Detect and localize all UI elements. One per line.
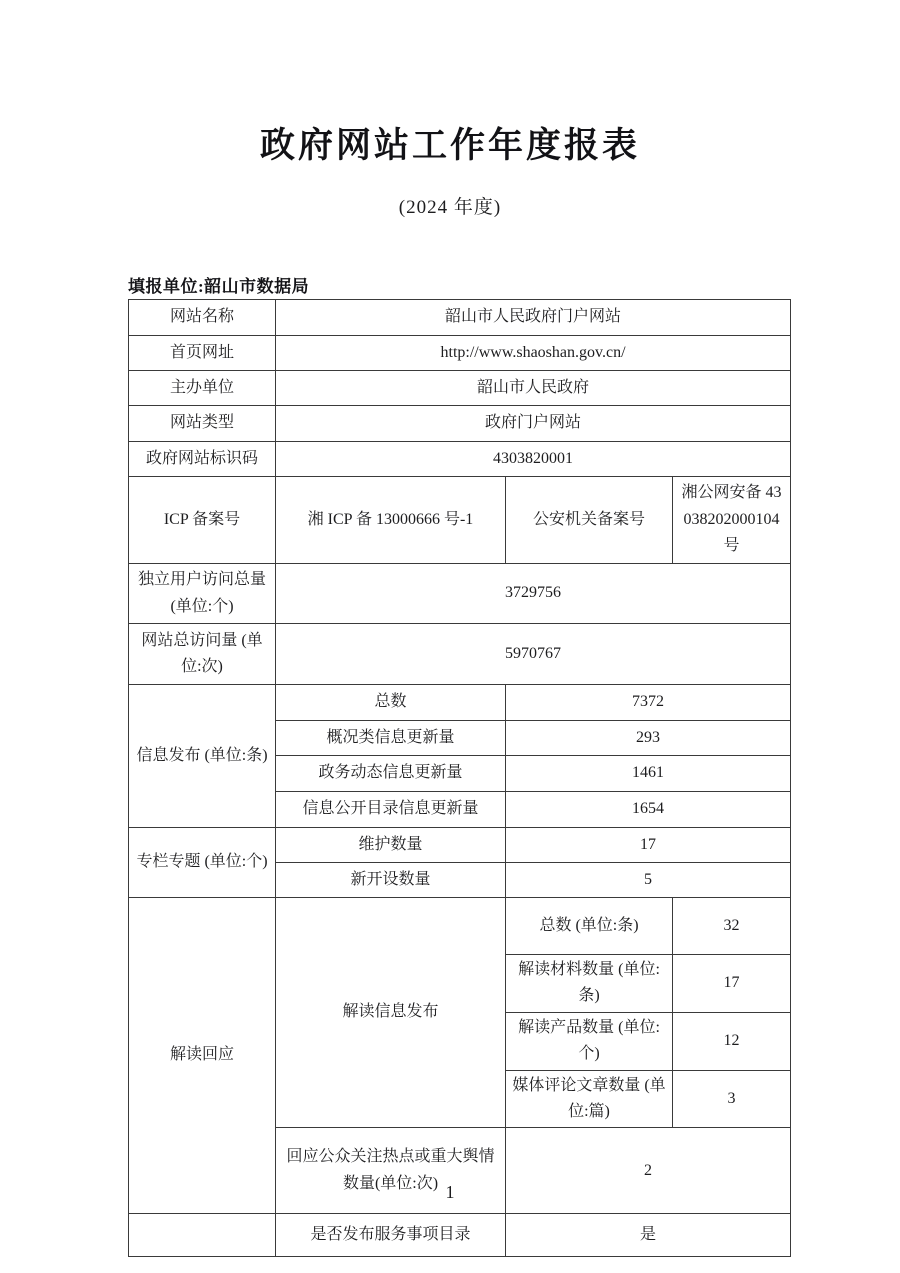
total-visits-value: 5970767 xyxy=(276,624,791,685)
info-release-label: 总数 xyxy=(276,685,506,721)
police-record-label: 公安机关备案号 xyxy=(506,477,673,564)
info-release-value: 1461 xyxy=(506,756,791,792)
interpretation-value: 3 xyxy=(673,1070,791,1128)
report-unit: 填报单位:韶山市数据局 xyxy=(128,277,310,296)
site-code-value: 4303820001 xyxy=(276,442,791,477)
table-row xyxy=(129,898,791,955)
hotspot-value: 2 xyxy=(506,1128,791,1214)
special-columns-group-label: 专栏专题 (单位:个) xyxy=(129,828,276,898)
interpretation-release-label: 解读信息发布 xyxy=(276,898,506,1128)
hotspot-label: 回应公众关注热点或重大舆情数量(单位:次) xyxy=(276,1128,506,1214)
unique-visitors-value: 3729756 xyxy=(276,564,791,624)
table-row xyxy=(129,564,791,624)
service-catalog-label: 是否发布服务事项目录 xyxy=(276,1214,506,1257)
site-type-label: 网站类型 xyxy=(129,406,276,442)
unique-visitors-label: 独立用户访问总量(单位:个) xyxy=(129,564,276,624)
interpretation-group-label: 解读回应 xyxy=(129,898,276,1214)
site-type-value: 政府门户网站 xyxy=(276,406,791,442)
special-columns-label: 维护数量 xyxy=(276,828,506,863)
interpretation-value: 32 xyxy=(673,898,791,955)
organizer-label: 主办单位 xyxy=(129,371,276,406)
table-row xyxy=(129,477,791,564)
page-subtitle: (2024 年度) xyxy=(398,197,502,218)
table-row xyxy=(129,685,791,721)
interpretation-label: 总数 (单位:条) xyxy=(506,898,673,955)
special-columns-value: 17 xyxy=(506,828,791,863)
special-columns-value: 5 xyxy=(506,863,791,898)
service-group-cell xyxy=(129,1214,276,1257)
icp-label: ICP 备案号 xyxy=(129,477,276,564)
annual-report-table xyxy=(128,299,791,1257)
info-release-label: 概况类信息更新量 xyxy=(276,721,506,756)
info-release-label: 信息公开目录信息更新量 xyxy=(276,792,506,828)
table-row xyxy=(129,1214,791,1257)
info-release-value: 7372 xyxy=(506,685,791,721)
total-visits-label: 网站总访问量 (单位:次) xyxy=(129,624,276,685)
table-row xyxy=(129,336,791,371)
police-record-value: 湘公网安备 43038202000104 号 xyxy=(673,477,791,564)
info-release-value: 293 xyxy=(506,721,791,756)
organizer-value: 韶山市人民政府 xyxy=(276,371,791,406)
info-release-label: 政务动态信息更新量 xyxy=(276,756,506,792)
interpretation-value: 17 xyxy=(673,955,791,1013)
page-title: 政府网站工作年度报表 xyxy=(259,126,640,165)
interpretation-label: 媒体评论文章数量 (单位:篇) xyxy=(506,1070,673,1128)
homepage-label: 首页网址 xyxy=(129,336,276,371)
table-row xyxy=(129,406,791,442)
interpretation-label: 解读产品数量 (单位:个) xyxy=(506,1012,673,1070)
site-code-label: 政府网站标识码 xyxy=(129,442,276,477)
site-name-label: 网站名称 xyxy=(129,300,276,336)
info-release-group-label: 信息发布 (单位:条) xyxy=(129,685,276,828)
info-release-value: 1654 xyxy=(506,792,791,828)
site-name-value: 韶山市人民政府门户网站 xyxy=(276,300,791,336)
special-columns-label: 新开设数量 xyxy=(276,863,506,898)
homepage-value: http://www.shaoshan.gov.cn/ xyxy=(276,336,791,371)
interpretation-value: 12 xyxy=(673,1012,791,1070)
table-row xyxy=(129,624,791,685)
table-row xyxy=(129,300,791,336)
table-row xyxy=(129,371,791,406)
service-catalog-value: 是 xyxy=(506,1214,791,1257)
table-row xyxy=(129,442,791,477)
icp-value: 湘 ICP 备 13000666 号-1 xyxy=(276,477,506,564)
page-number: 1 xyxy=(445,1182,455,1202)
interpretation-label: 解读材料数量 (单位:条) xyxy=(506,955,673,1013)
table-row xyxy=(129,828,791,863)
